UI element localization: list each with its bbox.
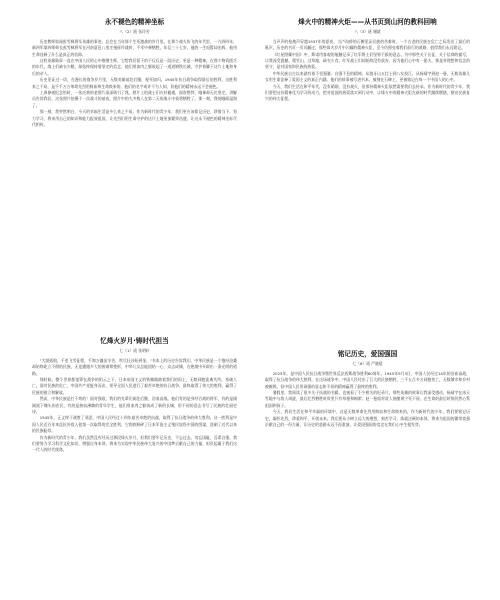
article-title: 烽火中的精神火炬——从书页到山河的教科回响 <box>298 18 437 26</box>
article-paragraph: 当声声的枪炮声穿越1937年的夏夜，当卢沟桥的石狮见证民族的苦难时，一个古老的民族在危亡之际发出了最后的吼声。历史的书页一页页翻过，那些烽火岁月中闪耀的精神火炬，至今仍照亮着我们前行的道路，值得我们永远铭记。 <box>265 39 470 51</box>
article-1 <box>32 18 237 246</box>
article-4 <box>265 350 470 578</box>
article-paragraph: 然而，中华民族是打不垮的！面对强敌，我们的先辈们前赴后继，浴血奋战。他们有的是身经百战的将军，有的是刚刚放下锄头的农民，有的是热血沸腾的青年学生，他们用血肉之躯筑成了新的长城，用不屈的意志书写了民族的壮丽史诗。 <box>32 396 237 414</box>
article-byline: 七（1）班 张明轩 <box>119 348 150 353</box>
article-byline: 八（3）班 谢斌 <box>354 29 381 34</box>
article-paragraph: 那时候，整个世界都笼罩在战争的阴云之下，日本帝国主义的铁蹄践踏着我们的国土，无数同胞流离失所，家破人亡。面对民族的危亡，中国共产党挺身而出，领导全国人民进行了艰苦卓绝的抗日战争，最终取得了伟大的胜利，赢得了民族的独立和解放。 <box>32 377 237 395</box>
article-paragraph: "大漠孤烟，千里飞雪征程，千淘万漉虽辛苦，吹尽狂沙始到金。"书本上的历史告诉我们，中华民族是一个饱经沧桑却始终屹立不倒的民族，无论遭遇多大的困难和挫折，中华儿女总能团结一心，众志成城，在绝境中开辟出一条光明的道路。 <box>32 358 237 376</box>
article-paragraph: 那一刻，我突然明白，今天的幸福生活是多么来之不易。作为新时代的青少年，我们更应该铭记历史，珍惜当下，努力学习，将来用自己的知识和能力报效祖国，让先烈们用生命守护的这片土地更加繁荣昌盛，让这永不褪色的精神坐标代代相传。 <box>32 109 237 127</box>
article-byline: 八（2）班 张玲芳 <box>119 29 150 34</box>
article-paragraph: 《红星照耀中国》中，斯诺用客观的笔触记录了红军将士们坚韧不拔的意志。书中那些关于长征、关于信仰的描写，让我深受震撼。爬雪山、过草地，缺衣少食，红军战士们却始终没有放弃，因为他们心中有一团火，那是对理想和信念的坚守，是对国家和民族的热爱。 <box>265 51 470 70</box>
article-paragraph: 作为新时代的青少年，我们虽然没有经历过那段烽火岁月，但我们要牢记历史，不忘过去。勿忘国耻，吾辈自强。我们要努力学习科学文化知识，增强自身本领，将来为实现中华民族伟大复兴的中国梦贡献自己的力量，担负起属于我们这一代人的时代使命。 <box>32 434 237 453</box>
article-paragraph: 历史教师惊闻彭雪枫将军英雄的事迹，总会在当年那个生死激战的岁月里。在那个战火纷飞的年代里，一九四四年，新四军第四师师长彭雪枫将军在河南夏邑八里庄指挥作战时，不幸中弹牺牲，年仅三十七岁。他的一生短暂却光辉，他用生命诠释了什么是真正的信仰。 <box>32 39 237 57</box>
article-3 <box>32 337 237 581</box>
article-paragraph: 今天，我们生活在和平年代，没有硝烟，没有战火，但那份精神火炬依然需要我们去传承。作为新时代的青少年，我们要把这份精神化为学习的动力，把对祖国的热爱落实到行动中，让烽火中的精神火炬在新的时代继续燃烧，照亮民族复兴的伟大征程。 <box>265 83 470 102</box>
article-paragraph: 历史见证过一切，在漫长的战争岁月里，无数英雄前赴后继，视死如归。1945年抗日战争取得最后的胜利，这胜利来之不易，是千千万万革命先烈用鲜血和生命换来的，他们的名字或许不为人知，但他们的精神永远不会褪色。 <box>32 77 237 89</box>
article-paragraph: 这枚英雄勋章一直在中国人民的心中熠熠生辉，它给我们留下的不仅仅是一段历史，更是一种精神。在那个物资匮乏的年代，战士们缺衣少粮，却始终保持着坚定的信念，他们用血肉之躯筑起了一道道钢铁长城，守护着脚下这片土地和身后的亲人。 <box>32 58 237 76</box>
article-title: 忆烽火岁月·铸时代担当 <box>100 337 169 345</box>
article-paragraph: 1945年，正义终于战胜了邪恶，中国人民经过十四年艰苦卓绝的抗战，取得了抗日战争的伟大胜利。这一胜利是中国人民近百年来反抗外敌入侵第一次取得的完全胜利，它彻底粉碎了日本军国主义殖民奴役中国的图谋，洗刷了近代以来的民族耻辱。 <box>32 415 237 433</box>
article-2 <box>265 18 470 248</box>
article-title: 永不褪色的精神坐标 <box>104 18 165 26</box>
article-paragraph: 中华民族自古以来就有着不畏强暴、自强不息的精神。从狼牙山五壮士到八女投江，从杨靖宇到赵一曼，无数英雄儿女用生命诠释了爱国主义的真正内涵。他们的故事被写进书本，被刻在石碑上，更被铭记在每一个中国人的心中。 <box>265 71 470 83</box>
article-byline: 七（6）班 严晓晨 <box>352 361 383 366</box>
article-paragraph: 暑假里，我阅读了很多关于抗战的书籍，也观看了不少相关的纪录片。那些英雄的故事让我深受感动，杨靖宇在冰天雪地中与敌人周旋，最后壮烈牺牲时胃里只有草根和棉絮；赵一曼面对敌人的酷刑宁死不屈，在生命的最后时刻仍然心系祖国和孩子。 <box>265 390 470 408</box>
article-paragraph: 上周参观纪念馆时，一张泛黄的老照片深深吸引了我。照片上的战士们衣衫褴褛，面容憔悴，眼神却无比坚定。讲解员告诉我们，这张照片拍摄于一次战斗的前夜，照片中的大多数人在第二天的战斗中英勇牺牲了。那一刻，我的眼眶湿润了。 <box>32 90 237 108</box>
article-paragraph: 2025年，是中国人民抗日战争暨世界反法西斯战争胜利80周年。1945年9月3日，中国人民经过14年的浴血奋战，取得了抗日战争的伟大胜利。在这场战争中，中国人民付出了巨大的民族牺牲，三千五百多万同胞伤亡，无数城市和乡村被摧毁，但中国人民用顽强的意志和不屈的精神赢得了最终的胜利。 <box>265 371 470 389</box>
article-paragraph: 今天，我们生活在和平幸福的环境中，这是无数革命先烈用鲜血和生命换来的。作为新时代的少年，我们要铭记历史，缅怀先烈，珍爱和平，开创未来。我们要从小树立远大的理想，刻苦学习，练就过硬的本领，将来为祖国的繁荣富强贡献自己的一份力量，让历史的悲剧永远不再重演，让爱国强国的信念在我们心中生根发芽。 <box>265 409 470 427</box>
article-title: 铭记历史，爱国强国 <box>337 350 398 358</box>
